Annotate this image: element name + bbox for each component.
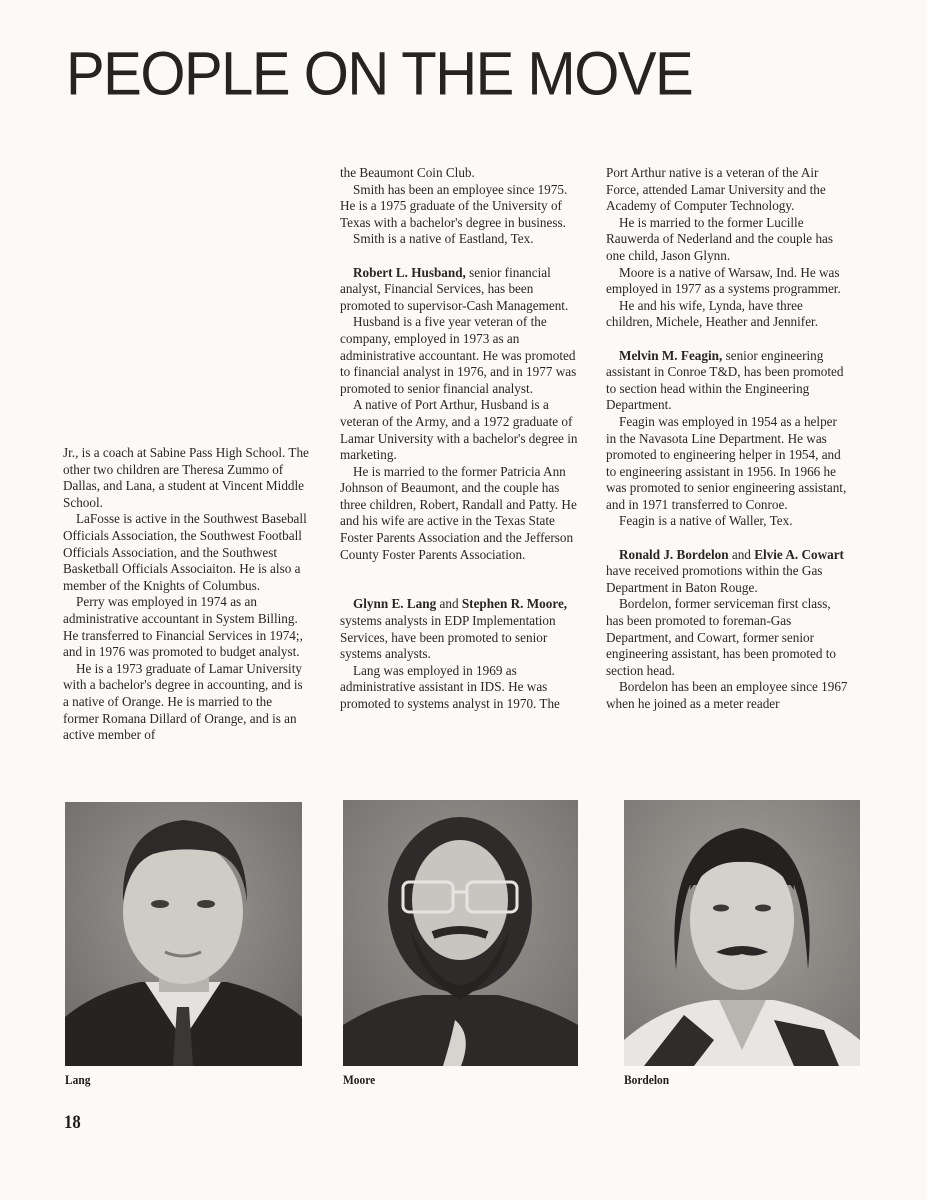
article-column-1 <box>63 445 311 744</box>
paragraph: Feagin is a native of Waller, Tex. <box>619 513 793 529</box>
paragraph: He and his wife, Lynda, have three children, Michele, Heather and Jennifer. <box>606 297 819 330</box>
portrait-photo-bordelon <box>624 800 860 1066</box>
paragraph: He is married to the former Lucille Rauwerda of Nederland and the couple has one child, Jason Glynn. <box>606 214 834 263</box>
page-headline: PEOPLE ON THE MOVE <box>66 40 693 109</box>
paragraph: Bordelon has been an employee since 1967 when he joined as a meter reader <box>606 679 848 711</box>
portrait-lang-image <box>65 802 302 1066</box>
paragraph: Husband is a five year veteran of the company, employed in 1973 as an administrative accountant. He was promoted to financial analyst in 1976, and in 1977 was promoted to senior financial analyst. <box>340 314 577 396</box>
paragraph: Smith has been an employee since 1975. He is a 1975 graduate of the University of Texas with a bachelor's degree in business. <box>340 181 568 230</box>
paragraph: the Beaumont Coin Club. <box>340 165 475 180</box>
paragraph: A native of Port Arthur, Husband is a veteran of the Army, and a 1972 graduate of Lamar University with a bachelor's degree in marketing. <box>340 397 578 463</box>
person-name: Glynn E. Lang <box>353 596 437 612</box>
paragraph: Bordelon, former serviceman first class, has been promoted to foreman-Gas Department, and Cowart, former senior engineering assistant, has been promoted to section head. <box>606 596 836 678</box>
announcement-lang-moore: Glynn E. Lang and Stephen R. Moore, systems analysts in EDP Implementation Services, have been promoted to senior systems analysts. <box>340 596 568 662</box>
paragraph: Smith is a native of Eastland, Tex. <box>353 231 534 247</box>
announcement-feagin: Melvin M. Feagin, senior engineering assistant in Conroe T&D, has been promoted to section head within the Engineering Department. <box>606 347 844 413</box>
photo-caption-bordelon: Bordelon <box>624 1072 670 1087</box>
person-name: Stephen R. Moore, <box>461 596 568 612</box>
portrait-moore-image <box>343 800 578 1066</box>
paragraph: He is married to the former Patricia Ann Johnson of Beaumont, and the couple has three children, Robert, Randall and Patty. He and his wife are active in the Texas State Foster Parents Association and the Jefferson County Foster Parents Association. <box>340 463 577 562</box>
paragraph: Moore is a native of Warsaw, Ind. He was employed in 1977 as a systems programmer. <box>606 264 841 297</box>
page-number: 18 <box>64 1112 81 1133</box>
paragraph: Feagin was employed in 1954 as a helper in the Navasota Line Department. He was promoted to engineering helper in 1954, and to engineering assistant in 1956. In 1966 he was promoted to senior engineering assistant, and in 1971 transferred to Conroe. <box>606 413 847 512</box>
paragraph: Perry was employed in 1974 as an administrative accountant in System Billing. He transferred to Financial Services in 1974;, and in 1976 was promoted to budget analyst. <box>63 594 303 660</box>
person-name: Elvie A. Cowart <box>754 546 844 562</box>
portrait-bordelon-image <box>624 800 860 1066</box>
person-name: Ronald J. Bordelon <box>619 546 729 562</box>
paragraph: Lang was employed in 1969 as administrative assistant in IDS. He was promoted to systems analyst in 1970. The <box>340 662 560 711</box>
portrait-photo-moore <box>343 800 578 1066</box>
photo-caption-moore: Moore <box>343 1072 376 1087</box>
photo-caption-lang: Lang <box>65 1072 91 1087</box>
paragraph: Jr., is a coach at Sabine Pass High School. The other two children are Theresa Zummo of Dallas, and Lana, a student at Vincent Middle School. <box>63 445 309 510</box>
paragraph: He is a 1973 graduate of Lamar University with a bachelor's degree in accounting, and is a native of Orange. He is married to the former Romana Dillard of Orange, and is an active member of <box>63 660 303 743</box>
announcement-bordelon-cowart: Ronald J. Bordelon and Elvie A. Cowart have received promotions within the Gas Department in Baton Rouge. <box>606 546 844 595</box>
portrait-photo-lang <box>65 802 302 1066</box>
article-column-2 <box>340 165 580 713</box>
paragraph: LaFosse is active in the Southwest Baseball Officials Association, the Southwest Football Officials Association, and the Southwest Basketball Officials Associaiton. He is also a member of the Knights of Columbus. <box>63 511 307 593</box>
person-name: Melvin M. Feagin, <box>619 347 723 363</box>
paragraph: Port Arthur native is a veteran of the Air Force, attended Lamar University and the Academy of Computer Technology. <box>606 165 826 214</box>
announcement-husband: Robert L. Husband, senior financial analyst, Financial Services, has been promoted to supervisor-Cash Management. <box>340 264 569 313</box>
person-name: Robert L. Husband, <box>353 264 466 280</box>
article-column-3 <box>606 165 850 713</box>
